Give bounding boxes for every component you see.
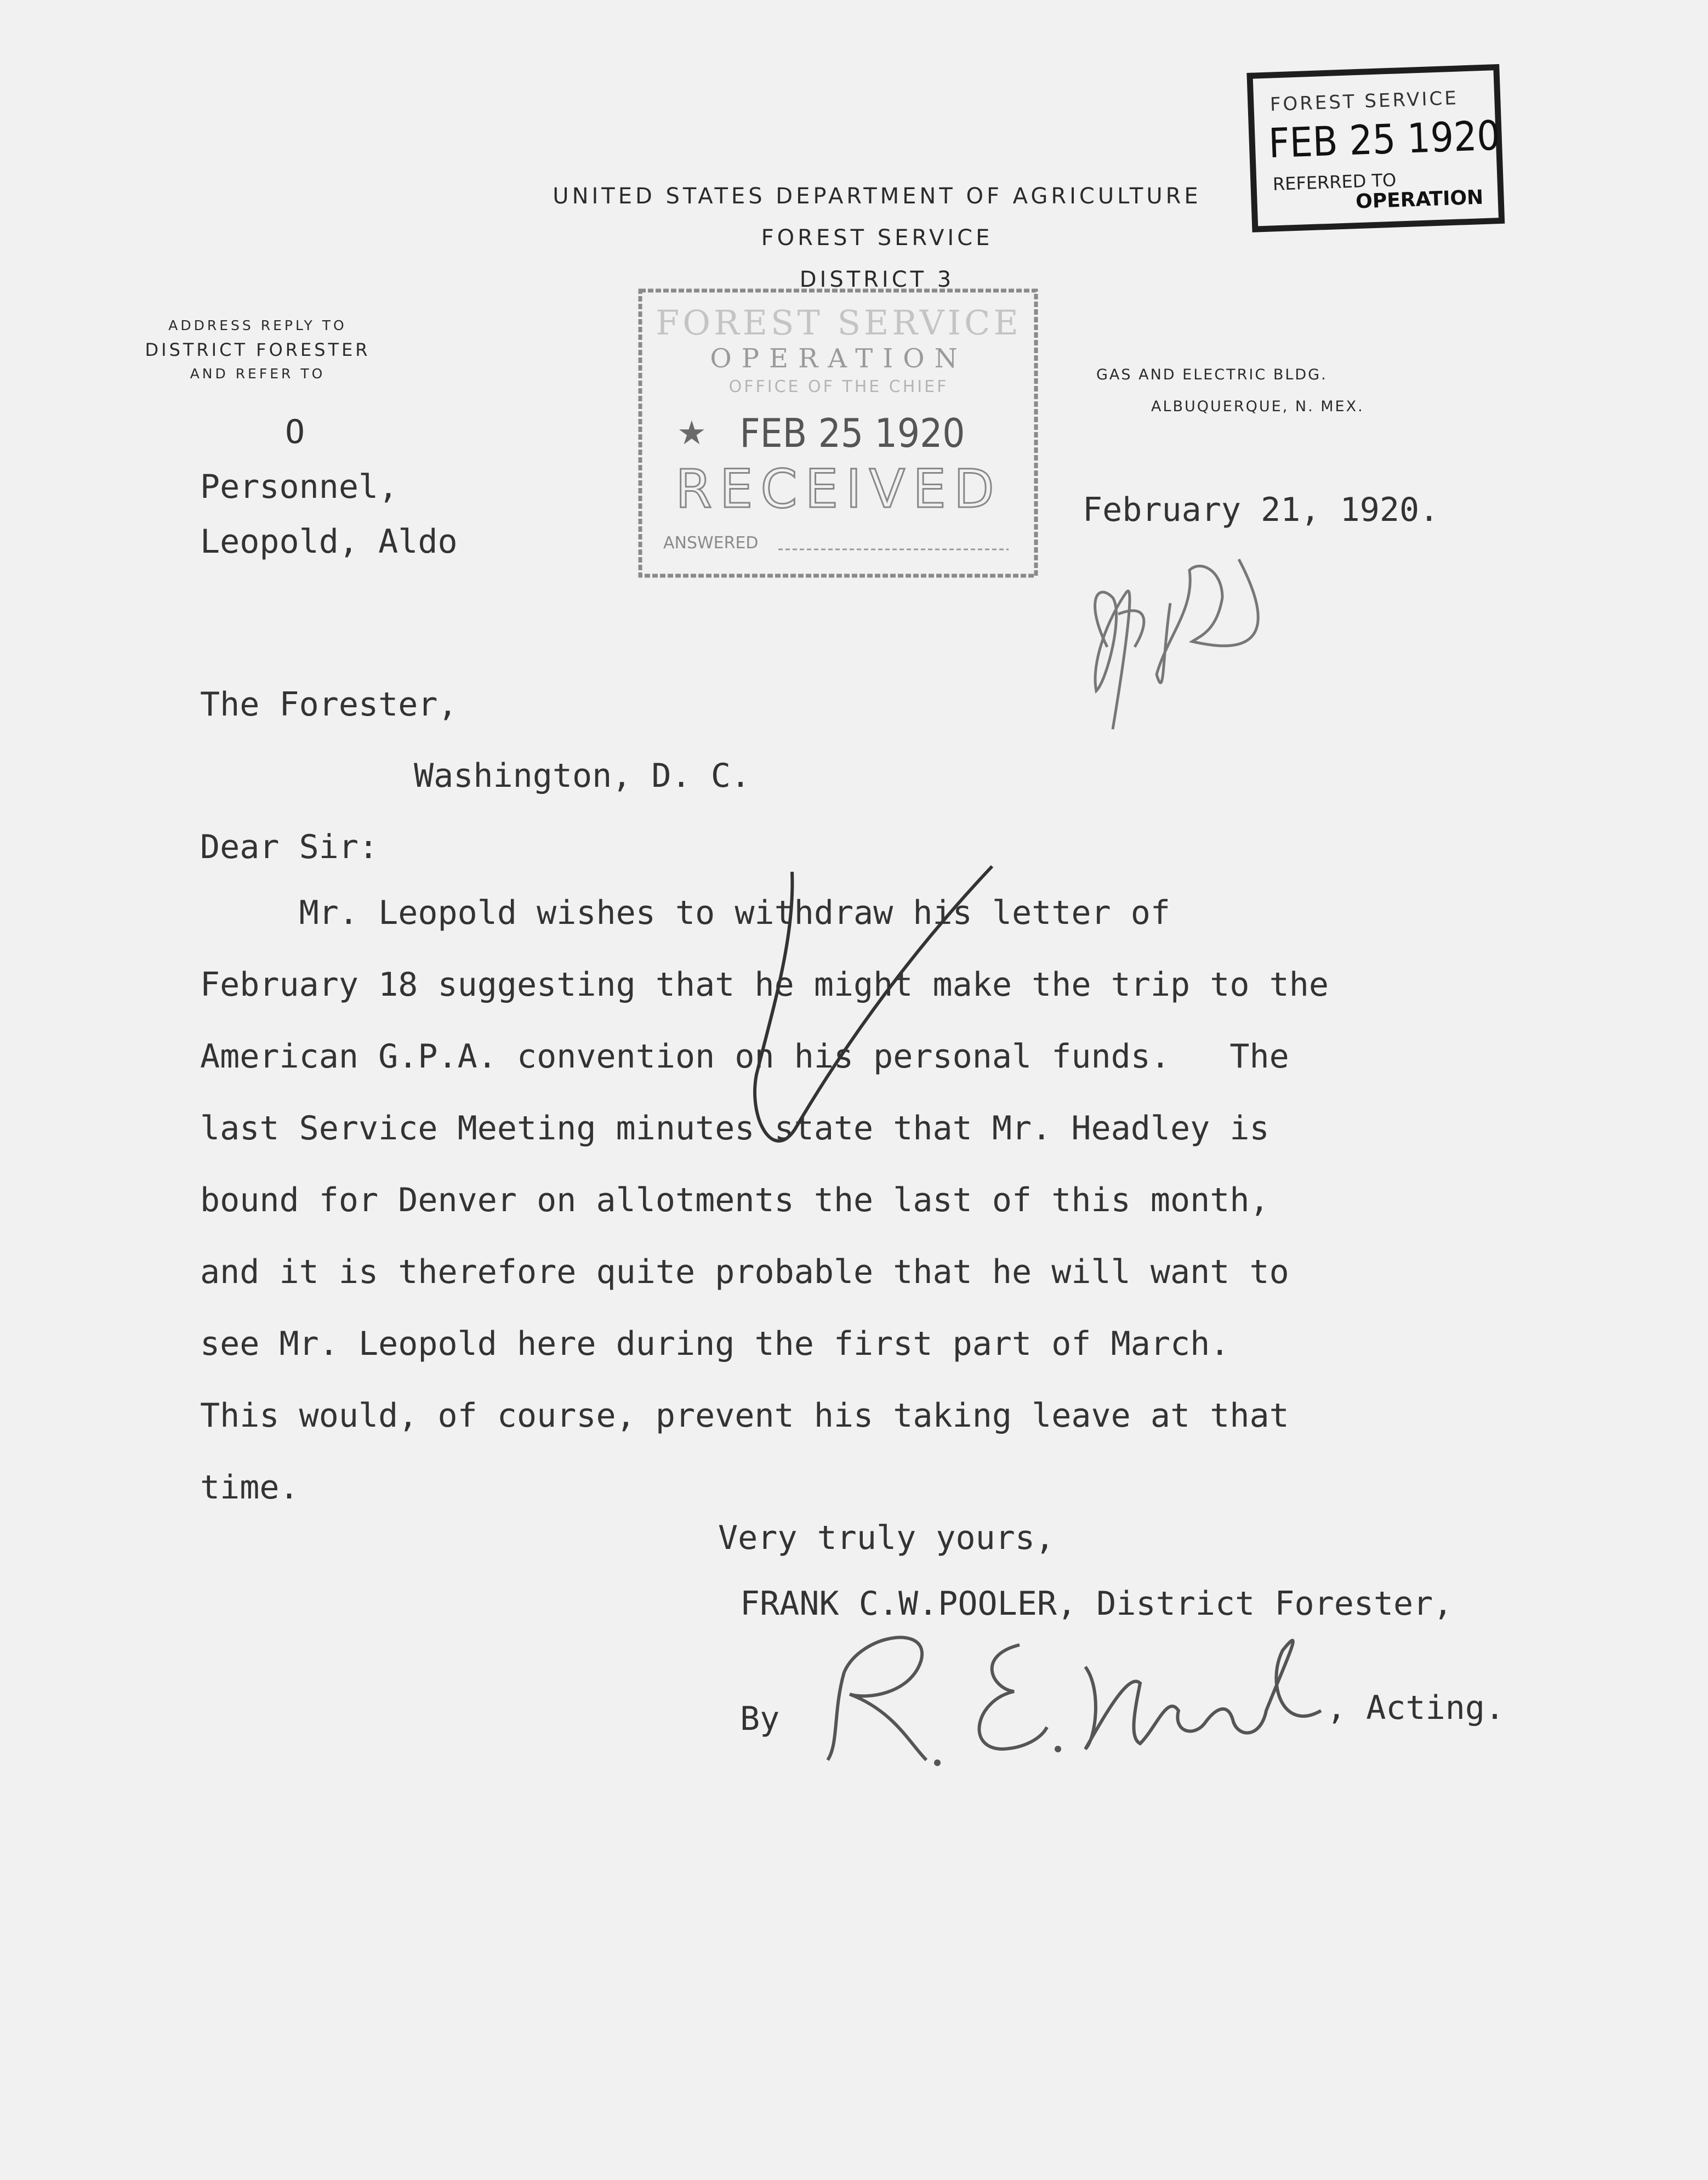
star-icon: ★ bbox=[677, 414, 707, 452]
reference-name: Leopold, Aldo bbox=[200, 523, 458, 561]
office-address bbox=[1096, 359, 1364, 423]
body-line: February 18 suggesting that he might make the trip to the bbox=[200, 966, 1329, 1004]
signatory: FRANK C.W.POOLER, District Forester, bbox=[740, 1585, 1453, 1623]
recipient-location: Washington, D. C. bbox=[414, 757, 751, 795]
reference-subject: Personnel, bbox=[200, 468, 398, 506]
handwritten-initials bbox=[1074, 537, 1305, 740]
by-label: By bbox=[740, 1700, 780, 1738]
received-stamp-date: FEB 25 1920 bbox=[739, 410, 965, 456]
body-line: time. bbox=[200, 1468, 299, 1507]
letterhead bbox=[482, 175, 1272, 300]
body-line: bound for Denver on allotments the last of this month, bbox=[200, 1181, 1269, 1219]
letterhead-service: FOREST SERVICE bbox=[761, 225, 993, 251]
body-line: This would, of course, prevent his taking leave at that bbox=[200, 1396, 1289, 1435]
referred-stamp-label: REFERRED TO bbox=[1272, 169, 1397, 195]
office-city: ALBUQUERQUE, N. MEX. bbox=[1151, 398, 1364, 415]
body-line: last Service Meeting minutes state that Mr. Headley is bbox=[200, 1109, 1269, 1148]
referred-stamp-date: FEB 25 1920 bbox=[1267, 112, 1501, 168]
reference-code: O bbox=[285, 413, 305, 451]
reply-instructions bbox=[126, 314, 389, 386]
recipient: The Forester, bbox=[200, 685, 458, 724]
body-line: and it is therefore quite probable that he will want to bbox=[200, 1253, 1289, 1291]
referred-stamp bbox=[1244, 60, 1518, 241]
letter-date: February 21, 1920. bbox=[1083, 491, 1439, 529]
check-mark-icon bbox=[735, 855, 1020, 1184]
letterhead-district: DISTRICT 3 bbox=[799, 267, 955, 292]
reply-line-3: AND REFER TO bbox=[190, 366, 326, 382]
acting-label: , Acting. bbox=[1326, 1689, 1505, 1727]
reply-line-2: DISTRICT FORESTER bbox=[145, 339, 371, 360]
closing: Very truly yours, bbox=[718, 1519, 1055, 1557]
office-building: GAS AND ELECTRIC BLDG. bbox=[1096, 366, 1328, 383]
body-line: Mr. Leopold wishes to withdraw his letter of bbox=[200, 894, 1171, 932]
received-stamp-division: OPERATION bbox=[710, 343, 967, 374]
received-stamp bbox=[636, 285, 1047, 587]
reply-line-1: ADDRESS REPLY TO bbox=[168, 317, 347, 333]
received-stamp-office: OFFICE OF THE CHIEF bbox=[728, 377, 949, 396]
letterhead-department: UNITED STATES DEPARTMENT OF AGRICULTURE bbox=[553, 184, 1202, 209]
received-stamp-answered: ANSWERED bbox=[663, 533, 759, 553]
referred-stamp-agency: FOREST SERVICE bbox=[1269, 87, 1459, 116]
referred-stamp-to: OPERATION bbox=[1355, 186, 1484, 213]
handwritten-signature bbox=[811, 1601, 1326, 1782]
received-stamp-status: RECEIVED bbox=[675, 458, 1002, 520]
reference-block bbox=[200, 405, 458, 569]
body-line: American G.P.A. convention on his personal funds. The bbox=[200, 1037, 1289, 1076]
received-stamp-agency: FOREST SERVICE bbox=[656, 303, 1022, 343]
salutation: Dear Sir: bbox=[200, 828, 379, 866]
body-line: see Mr. Leopold here during the first part of March. bbox=[200, 1325, 1230, 1363]
